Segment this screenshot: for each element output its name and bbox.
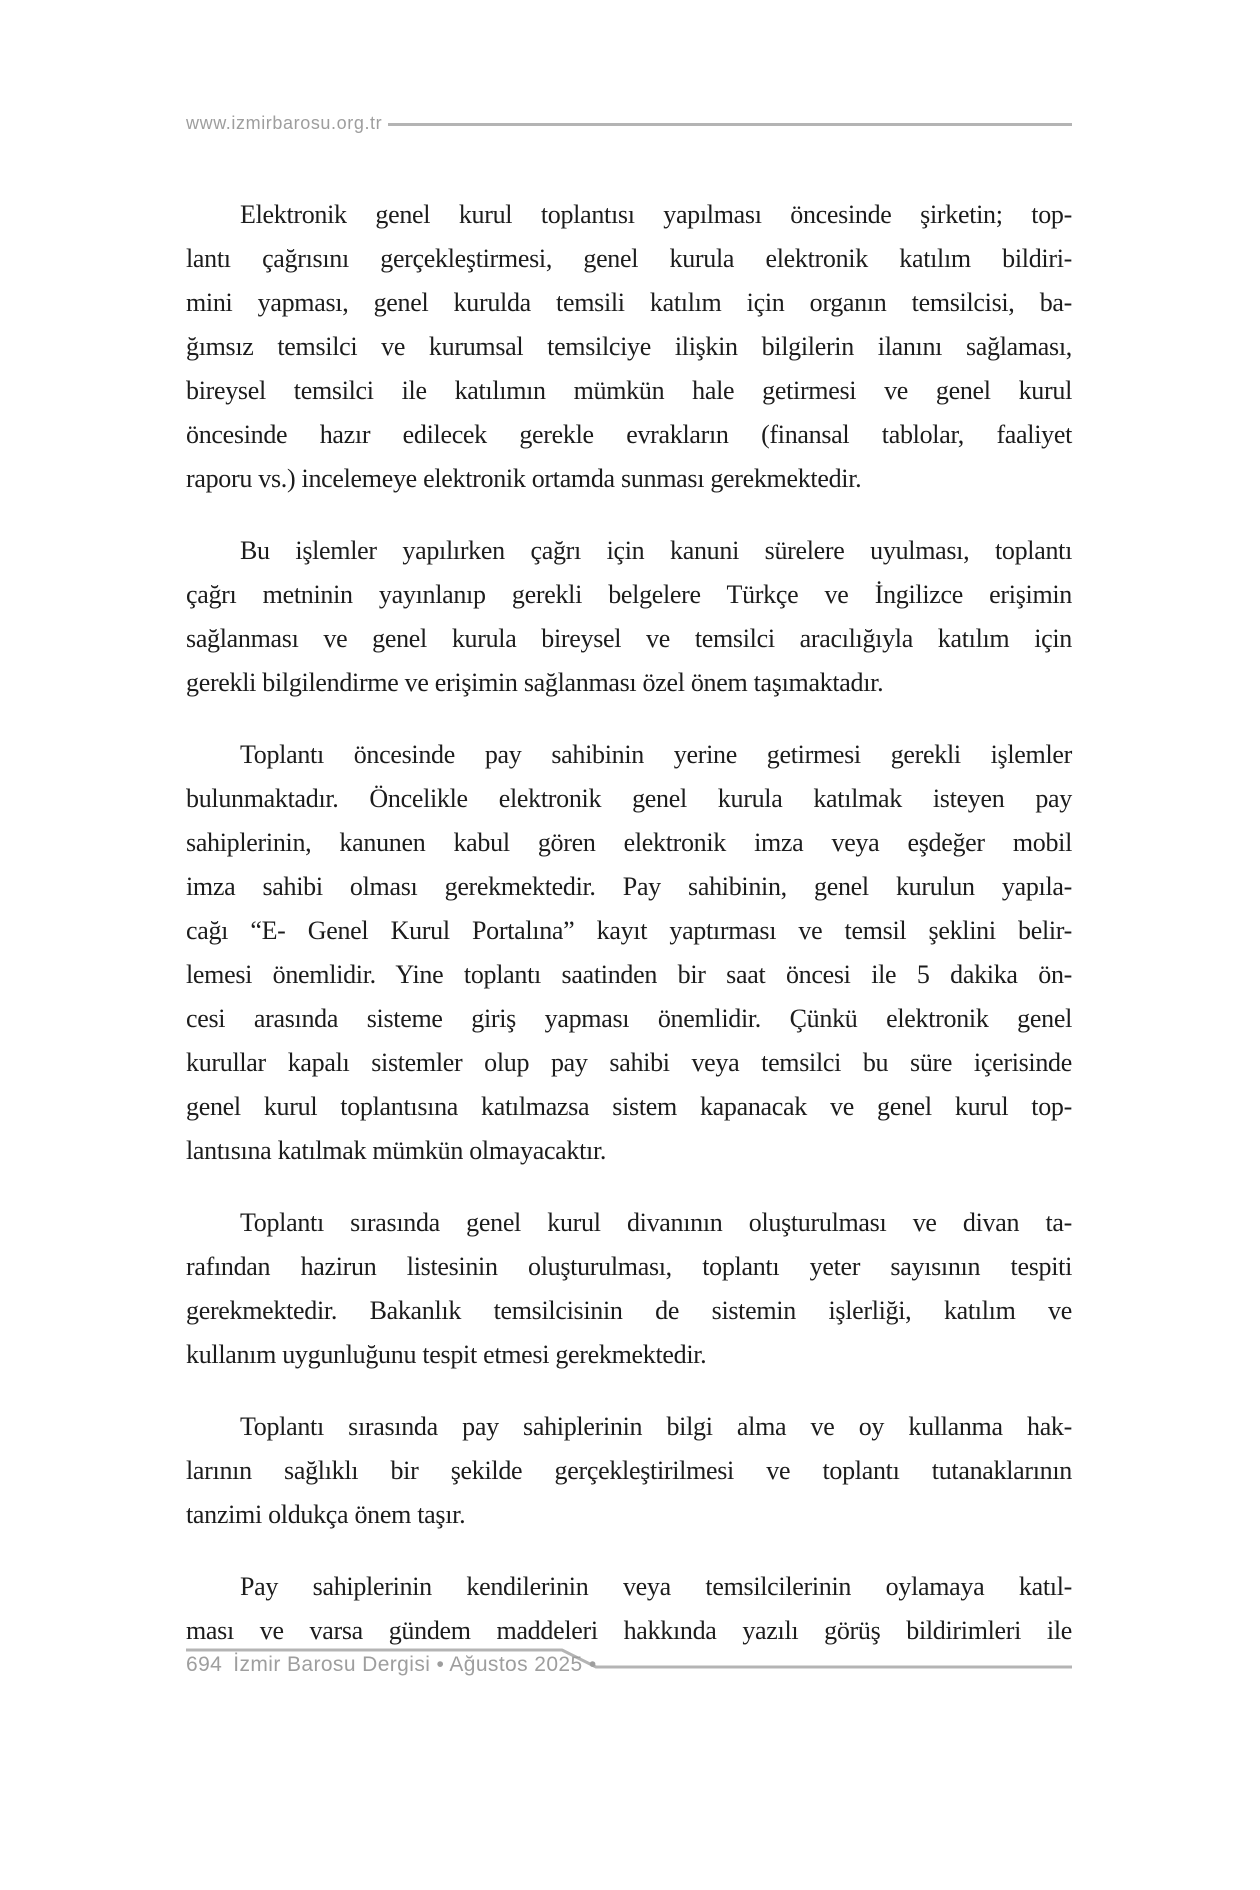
- text-line: ğımsız temsilci ve kurumsal temsilciye ilişkin bilgilerin ilanını sağlaması,: [186, 332, 1072, 361]
- text-line: öncesinde hazır edilecek gerekle evrakların (finansal tablolar, faaliyet: [186, 420, 1072, 449]
- text-line: Bu işlemler yapılırken çağrı için kanuni sürelere uyulması, toplantı: [240, 536, 1072, 565]
- text-line: sağlanması ve genel kurula bireysel ve temsilci aracılığıyla katılım için: [186, 624, 1072, 653]
- text-line: raporu vs.) incelemeye elektronik ortamda sunması gerekmektedir.: [186, 464, 862, 493]
- footer-page-number: 694: [186, 1653, 223, 1676]
- text-line: cesi arasında sisteme giriş yapması önemlidir. Çünkü elektronik genel: [186, 1004, 1072, 1033]
- text-line: ması ve varsa gündem maddeleri hakkında yazılı görüş bildirimleri ile: [186, 1616, 1072, 1645]
- text-line: gerekmektedir. Bakanlık temsilcisinin de sistemin işlerliği, katılım ve: [186, 1296, 1072, 1325]
- text-line: Elektronik genel kurul toplantısı yapılması öncesinde şirketin; top-: [240, 200, 1072, 229]
- footer-journal-title: İzmir Barosu Dergisi • Ağustos 2025 •: [233, 1653, 597, 1676]
- text-line: sahiplerinin, kanunen kabul gören elektronik imza veya eşdeğer mobil: [186, 828, 1072, 857]
- paragraph: [186, 193, 1072, 501]
- text-line: imza sahibi olması gerekmektedir. Pay sahibinin, genel kurulun yapıla-: [186, 872, 1072, 901]
- header-url: www.izmirbarosu.org.tr: [186, 112, 383, 133]
- text-line: rafından hazirun listesinin oluşturulması, toplantı yeter sayısının tespiti: [186, 1252, 1072, 1281]
- text-line: çağrı metninin yayınlanıp gerekli belgelere Türkçe ve İngilizce erişimin: [186, 580, 1072, 609]
- page-header: [186, 110, 1072, 136]
- text-line: bulunmaktadır. Öncelikle elektronik genel kurula katılmak isteyen pay: [186, 784, 1072, 813]
- text-line: cağı “E- Genel Kurul Portalına” kayıt yaptırması ve temsil şeklini belir-: [186, 916, 1072, 945]
- text-line: lemesi önemlidir. Yine toplantı saatinden bir saat öncesi ile 5 dakika ön-: [186, 960, 1072, 989]
- text-line: bireysel temsilci ile katılımın mümkün hale getirmesi ve genel kurul: [186, 376, 1072, 405]
- page-body: [186, 193, 1072, 1681]
- paragraph: [186, 529, 1072, 705]
- text-line: Toplantı sırasında genel kurul divanının oluşturulması ve divan ta-: [240, 1208, 1072, 1237]
- text-line: lantı çağrısını gerçekleştirmesi, genel kurula elektronik katılım bildiri-: [186, 244, 1072, 273]
- header-rule: [388, 123, 1072, 126]
- paragraph: [186, 1405, 1072, 1537]
- page-footer: [186, 1653, 597, 1677]
- paragraph: [186, 1201, 1072, 1377]
- paragraph: [186, 1565, 1072, 1653]
- text-line: kurullar kapalı sistemler olup pay sahibi veya temsilci bu süre içerisinde: [186, 1048, 1072, 1077]
- text-line: tanzimi oldukça önem taşır.: [186, 1500, 466, 1529]
- text-line: genel kurul toplantısına katılmazsa sistem kapanacak ve genel kurul top-: [186, 1092, 1072, 1121]
- text-line: Pay sahiplerinin kendilerinin veya temsilcilerinin oylamaya katıl-: [240, 1572, 1072, 1601]
- text-line: gerekli bilgilendirme ve erişimin sağlanması özel önem taşımaktadır.: [186, 668, 884, 697]
- text-line: mini yapması, genel kurulda temsili katılım için organın temsilcisi, ba-: [186, 288, 1072, 317]
- paragraph: [186, 733, 1072, 1173]
- text-line: lantısına katılmak mümkün olmayacaktır.: [186, 1136, 607, 1165]
- text-line: Toplantı sırasında pay sahiplerinin bilgi alma ve oy kullanma hak-: [240, 1412, 1072, 1441]
- text-line: kullanım uygunluğunu tespit etmesi gerekmektedir.: [186, 1340, 707, 1369]
- text-line: Toplantı öncesinde pay sahibinin yerine getirmesi gerekli işlemler: [240, 740, 1072, 769]
- text-line: larının sağlıklı bir şekilde gerçekleştirilmesi ve toplantı tutanaklarının: [186, 1456, 1072, 1485]
